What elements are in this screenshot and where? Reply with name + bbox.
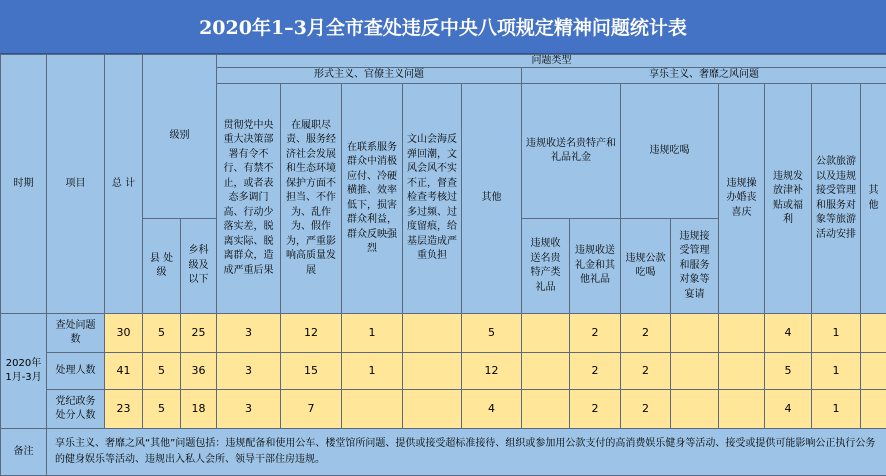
row-county: 5 bbox=[142, 389, 181, 429]
row-label: 处理人数 bbox=[46, 352, 105, 390]
table-cell: 15 bbox=[280, 352, 342, 390]
table-cell: 2 bbox=[620, 389, 671, 429]
table-cell bbox=[670, 352, 719, 390]
row-county: 5 bbox=[142, 352, 181, 390]
row-township: 36 bbox=[180, 352, 217, 390]
table-cell bbox=[718, 352, 765, 390]
table-cell bbox=[718, 313, 765, 353]
table-cell bbox=[402, 352, 462, 390]
table-cell bbox=[521, 389, 570, 429]
period-cell: 2020年1月-3月 bbox=[0, 313, 47, 429]
table-cell bbox=[670, 389, 719, 429]
table-cell: 4 bbox=[764, 389, 812, 429]
note-text: 享乐主义、奢靡之风“其他”问题包括：违规配备和使用公车、楼堂馆所问题、提供或接受超标准接待、组织或参加用公款支付的高消费娱乐健身等活动、接受或提供可能影响公正执行公务的健身娱乐等活动、违规出入私人会所、领导干部住房违规。 bbox=[46, 428, 886, 476]
table-cell: 5 bbox=[764, 352, 812, 390]
formalism-col-header: 贯彻党中央重大决策部署有令不行、有禁不止，或者表态多调门高、行动少落实差，脱离实际、脱离群众，造成严重后果 bbox=[216, 83, 281, 314]
table-cell bbox=[341, 389, 403, 429]
table-cell: 2 bbox=[569, 352, 621, 390]
hedonism-header: 享乐主义、奢靡之风问题 bbox=[521, 67, 886, 84]
row-total: 23 bbox=[104, 389, 143, 429]
table-cell bbox=[521, 313, 570, 353]
hedonism-col-header: 公款旅游以及违规接受管理和服务对象等旅游活动安排 bbox=[811, 83, 861, 314]
period-header: 时期 bbox=[0, 54, 47, 314]
item-header: 项目 bbox=[46, 54, 105, 314]
table-cell: 1 bbox=[811, 352, 861, 390]
table-cell: 3 bbox=[216, 389, 281, 429]
table-cell bbox=[860, 313, 886, 353]
table-cell: 7 bbox=[280, 389, 342, 429]
gift-sub-header: 违规收送礼金和其他礼品 bbox=[569, 218, 621, 314]
table-cell: 12 bbox=[461, 352, 522, 390]
row-total: 41 bbox=[104, 352, 143, 390]
table-cell: 3 bbox=[216, 352, 281, 390]
table-cell: 2 bbox=[620, 352, 671, 390]
row-label: 查处问题数 bbox=[46, 313, 105, 353]
table-cell: 5 bbox=[461, 313, 522, 353]
table-cell bbox=[860, 389, 886, 429]
gift-sub-header: 违规收送名贵特产类礼品 bbox=[521, 218, 570, 314]
dining-sub-header: 违规接受管理和服务对象等宴请 bbox=[670, 218, 719, 314]
formalism-header: 形式主义、官僚主义问题 bbox=[216, 67, 522, 84]
formalism-col-header: 其他 bbox=[461, 83, 522, 314]
table-cell: 2 bbox=[620, 313, 671, 353]
table-title: 2020年1–3月全市查处违反中央八项规定精神问题统计表 bbox=[0, 0, 886, 54]
note-label: 备注 bbox=[0, 428, 47, 476]
table-cell: 2 bbox=[569, 389, 621, 429]
formalism-col-header: 在联系服务群众中消极应付、冷硬横推、效率低下，损害群众利益，群众反映强烈 bbox=[341, 83, 403, 314]
table-cell bbox=[402, 313, 462, 353]
table-cell: 1 bbox=[811, 313, 861, 353]
row-county: 5 bbox=[142, 313, 181, 353]
table-cell bbox=[718, 389, 765, 429]
row-total: 30 bbox=[104, 313, 143, 353]
table-cell: 1 bbox=[811, 389, 861, 429]
problem-type-header: 问题类型 bbox=[216, 54, 886, 68]
table-cell bbox=[670, 313, 719, 353]
hedonism-col-header: 其他 bbox=[860, 83, 886, 314]
row-township: 18 bbox=[180, 389, 217, 429]
county-level-header: 县 处 级 bbox=[142, 218, 181, 314]
table-cell: 4 bbox=[764, 313, 812, 353]
table-cell bbox=[521, 352, 570, 390]
table-cell bbox=[402, 389, 462, 429]
table-cell: 1 bbox=[341, 352, 403, 390]
township-level-header: 乡科级及以下 bbox=[180, 218, 217, 314]
level-header: 级别 bbox=[142, 54, 217, 219]
table-cell: 12 bbox=[280, 313, 342, 353]
formalism-col-header: 在履职尽责、服务经济社会发展和生态环境保护方面不担当、不作为、乱作为、假作为，严重影响高质量发展 bbox=[280, 83, 342, 314]
table-cell bbox=[860, 352, 886, 390]
table-cell: 2 bbox=[569, 313, 621, 353]
gift-header: 违规收送名贵特产和礼品礼金 bbox=[521, 83, 621, 219]
dining-sub-header: 违规公款吃喝 bbox=[620, 218, 671, 314]
table-cell: 3 bbox=[216, 313, 281, 353]
table-cell: 4 bbox=[461, 389, 522, 429]
hedonism-col-header: 违规操办婚丧喜庆 bbox=[718, 83, 765, 314]
formalism-col-header: 文山会海反弹回潮，文风会风不实不正，督查检查考核过多过频、过度留痕，给基层造成严重负担 bbox=[402, 83, 462, 314]
row-township: 25 bbox=[180, 313, 217, 353]
row-label: 党纪政务处分人数 bbox=[46, 389, 105, 429]
table-cell: 1 bbox=[341, 313, 403, 353]
hedonism-col-header: 违规发放津补贴或福利 bbox=[764, 83, 812, 314]
total-header: 总 计 bbox=[104, 54, 143, 314]
dining-header: 违规吃喝 bbox=[620, 83, 719, 219]
